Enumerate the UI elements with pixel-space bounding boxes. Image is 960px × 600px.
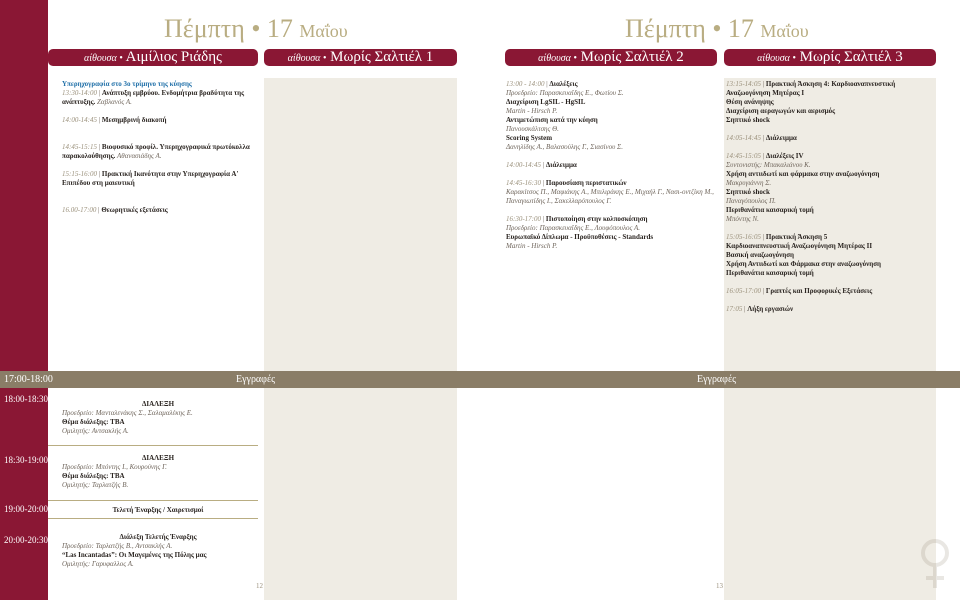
entry-time: 16.00-17:00 bbox=[62, 206, 97, 214]
entry-time: 14:45-15:05 bbox=[726, 152, 761, 160]
session-heading: Υπερηχογραφία στο 3ο τρίμηνο της κύησης bbox=[62, 80, 192, 88]
hall-2-afternoon-bg bbox=[264, 78, 457, 371]
entry-people: Καρακίτσος Π., Μαφιάκης Α., Μπιλιράκης Ε., Μιχαήλ Γ., Νασι-οντζίκη Μ., Παναγιωτίδης Ι., Σακελλαρόπουλος Γ. bbox=[506, 188, 714, 205]
evening-lecture-1 bbox=[62, 400, 254, 436]
entry-subtitle: Διαχείριση LgSIL - HgSIL bbox=[506, 98, 586, 106]
opening-lecture-title: “Las Incantadas”: Οι Μαγεμένες της Πόλης μας bbox=[62, 551, 207, 559]
time-divider: | bbox=[761, 287, 766, 295]
entry-title: Πρακτική Ικανότητα στην Υπερηχογραφία Α' Επιπέδου στη μαιευτική bbox=[62, 170, 239, 187]
entry-title: Πρακτική Άσκηση 4: Καρδιοαναπνευστική bbox=[765, 80, 896, 88]
day-separator: • bbox=[251, 14, 261, 43]
schedule-entry bbox=[726, 152, 934, 161]
schedule-entry bbox=[506, 215, 714, 224]
entry-title: Βιοφυσικό προφίλ. Υπερηχογραφικά πρωτόκολλα παρακολούθησης. bbox=[62, 143, 250, 160]
entry-subtitle: Σηπτικό shock bbox=[726, 188, 770, 196]
time-divider: | bbox=[98, 116, 102, 124]
entry-time: 14:45-15:15 bbox=[62, 143, 97, 151]
entry-people: Αθανασιάδης Α. bbox=[117, 152, 162, 160]
row-divider bbox=[48, 445, 258, 446]
entry-title: Παρουσίαση περιστατικών bbox=[545, 179, 627, 187]
entry-time: 15:15-16:00 bbox=[62, 170, 97, 178]
entry-people: Συντονιστής: Μπακαλιάνου Κ. bbox=[726, 161, 811, 169]
day-separator: • bbox=[712, 14, 722, 43]
entry-subtitle: Χρήση αντιιδωτί και φάρμακα στην αναζωογόνηση bbox=[726, 170, 880, 178]
left-day-title bbox=[164, 14, 348, 46]
time-divider: | bbox=[98, 170, 102, 178]
time-divider: | bbox=[98, 206, 102, 214]
hall-header-1 bbox=[48, 49, 258, 66]
schedule-entry bbox=[726, 305, 934, 314]
entry-title: Διαλέξεις bbox=[549, 80, 578, 88]
entry-time: 13:15-14:05 bbox=[726, 80, 761, 88]
day-word: Πέμπτη bbox=[625, 14, 706, 43]
lecture-topic: Θέμα διάλεξης: TBA bbox=[62, 472, 125, 480]
entry-people: Ζαβλανός Α. bbox=[97, 98, 132, 106]
registration-label-left: Εγγραφές bbox=[236, 374, 276, 385]
time-divider: | bbox=[742, 305, 748, 313]
day-word: Πέμπτη bbox=[164, 14, 245, 43]
hall-4-schedule bbox=[726, 80, 934, 314]
hall-2-evening-bg bbox=[264, 388, 457, 600]
entry-title: Θεωρητικές εξετάσεις bbox=[101, 206, 168, 214]
entry-title: Διάλειμμα bbox=[545, 161, 577, 169]
time-slot-label: 18:00-18:30 bbox=[4, 394, 48, 404]
time-divider: | bbox=[761, 233, 766, 241]
schedule-entry bbox=[62, 206, 254, 215]
entry-time: 14:00-14:45 bbox=[62, 116, 97, 124]
entry-people: Μπόντης Ν. bbox=[726, 215, 759, 223]
page-number-left: 12 bbox=[256, 582, 263, 590]
entry-subtitle: Χρήση Αντιιδωτί και Φάρμακα στην αναζωογόνηση bbox=[726, 260, 881, 268]
evening-lecture-2 bbox=[62, 454, 254, 490]
lecture-chairs: Προεδρείο: Μπόντης Ι., Κουρούνης Γ. bbox=[62, 463, 167, 471]
time-divider: | bbox=[98, 143, 102, 151]
entry-people: Μακρυγιάννη Σ. bbox=[726, 179, 772, 187]
schedule-entry bbox=[726, 134, 934, 143]
time-divider: | bbox=[541, 179, 546, 187]
entry-time: 16:05-17:00 bbox=[726, 287, 761, 295]
registration-time: 17:00-18:00 bbox=[4, 374, 53, 385]
entry-people: Προεδρείο: Παρασκευαΐδης Ε., Φωτίου Σ. bbox=[506, 89, 624, 97]
schedule-entry bbox=[62, 170, 254, 188]
entry-subtitle: Σηπτικό shock bbox=[726, 116, 770, 124]
page-number-right: 13 bbox=[716, 582, 723, 590]
row-divider bbox=[48, 518, 258, 519]
opening-ceremony bbox=[62, 506, 254, 515]
entry-title: Διάλειμμα bbox=[765, 134, 797, 142]
entry-people: Παναγόπουλος Π. bbox=[726, 197, 776, 205]
hall-prefix: αίθουσα • bbox=[287, 53, 327, 64]
registration-label-right: Εγγραφές bbox=[697, 374, 737, 385]
hall-header-4 bbox=[724, 49, 936, 66]
hall-4-evening-bg bbox=[724, 388, 936, 600]
entry-subtitle: Διαχείριση αεραγωγών και αερισμός bbox=[726, 107, 836, 115]
hall-name: Μωρίς Σαλτιέλ 1 bbox=[330, 49, 434, 65]
hall-prefix: αίθουσα • bbox=[757, 53, 796, 64]
entry-people: Martin - Hirsch P. bbox=[506, 242, 558, 250]
entry-people: Προεδρείο: Παρασκευαΐδης Ε., Λουφόπουλος Α. bbox=[506, 224, 641, 232]
day-month: Μαΐου bbox=[760, 21, 809, 41]
lecture-speaker: Ομιλητής: Ταρλατζής Β. bbox=[62, 481, 129, 489]
entry-subtitle: Αντιμετώπιση κατά την κύηση bbox=[506, 116, 598, 124]
entry-time: 15:05-16:05 bbox=[726, 233, 761, 241]
hall-name: Μωρίς Σαλτιέλ 2 bbox=[580, 49, 684, 65]
time-divider: | bbox=[541, 215, 546, 223]
time-divider: | bbox=[541, 161, 546, 169]
entry-people: Πανουσκάλτσης Θ. bbox=[506, 125, 559, 133]
entry-subtitle: Θέση ανάνηψης bbox=[726, 98, 774, 106]
entry-subtitle: Scoring System bbox=[506, 134, 553, 142]
entry-title: Πρακτική Άσκηση 5 bbox=[765, 233, 828, 241]
entry-people: Martin - Hirsch P. bbox=[506, 107, 558, 115]
entry-time: 14:45-16:30 bbox=[506, 179, 541, 187]
entry-title: Μεσημβρινή διακοπή bbox=[101, 116, 167, 124]
hall-prefix: αίθουσα • bbox=[83, 53, 123, 64]
hall-name: Μωρίς Σαλτιέλ 3 bbox=[799, 49, 903, 65]
venus-symbol-icon bbox=[918, 538, 952, 590]
time-divider: | bbox=[544, 80, 550, 88]
lecture-chairs: Προεδρείο: Μανταλενάκης Σ., Σαλαμαλέκης Ε. bbox=[62, 409, 193, 417]
entry-title: Πιστοποίηση στην κολποσκόπηση bbox=[545, 215, 648, 223]
schedule-entry bbox=[506, 161, 714, 170]
entry-subtitle: Καρδιοαναπνευστική Αναζωογόνηση Μητέρας ΙΙ bbox=[726, 242, 873, 250]
day-number: 17 bbox=[266, 14, 293, 43]
entry-people: Δανηλίδης Α., Βαλασούλης Γ., Σιασίνου Σ. bbox=[506, 143, 623, 151]
schedule-entry bbox=[62, 116, 254, 125]
schedule-entry bbox=[62, 89, 254, 107]
time-divider: | bbox=[761, 134, 766, 142]
opening-title: Τελετή Έναρξης / Χαιρετισμοί bbox=[112, 506, 204, 514]
schedule-entry bbox=[506, 179, 714, 188]
hall-prefix: αίθουσα • bbox=[538, 53, 577, 64]
entry-subtitle: Περιθανάτια καισαρική τομή bbox=[726, 269, 814, 277]
opening-lecture-chairs: Προεδρείο: Ταρλατζής Β., Αντσακλής Α. bbox=[62, 542, 173, 550]
entry-subtitle: Αναζωογόνηση Μητέρας Ι bbox=[726, 89, 805, 97]
lecture-heading: ΔΙΑΛΕΞΗ bbox=[141, 400, 175, 408]
entry-title: Λήξη εργασιών bbox=[747, 305, 794, 313]
time-slot-label: 19:00-20:00 bbox=[4, 504, 48, 514]
day-number: 17 bbox=[727, 14, 754, 43]
opening-lecture-heading: Διάλεξη Τελετής Έναρξης bbox=[119, 533, 197, 541]
schedule-entry bbox=[506, 80, 714, 89]
time-divider: | bbox=[98, 89, 102, 97]
time-slot-label: 18:30-19:00 bbox=[4, 455, 48, 465]
hall-name: Αιμίλιος Ριάδης bbox=[125, 49, 222, 65]
entry-title: Ανάπτυξη εμβρύου. Ενδομήτρια βραδύτητα της ανάπτυξης. bbox=[62, 89, 245, 106]
entry-time: 13:30-14:00 bbox=[62, 89, 97, 97]
entry-time: 16:30-17:00 bbox=[506, 215, 541, 223]
entry-time: 17:05 bbox=[726, 305, 743, 313]
day-month: Μαΐου bbox=[299, 21, 348, 41]
hall-header-3 bbox=[505, 49, 717, 66]
entry-time: 14:00-14:45 bbox=[506, 161, 541, 169]
schedule-entry bbox=[726, 287, 934, 296]
entry-subtitle: Βασική αναζωογόνηση bbox=[726, 251, 795, 259]
opening-lecture bbox=[62, 533, 254, 569]
entry-subtitle: Περιθανάτια καισαρική τομή bbox=[726, 206, 814, 214]
entry-title: Γραπτές και Προφορικές Εξετάσεις bbox=[765, 287, 873, 295]
hall-header-2 bbox=[264, 49, 457, 66]
schedule-entry bbox=[62, 143, 254, 161]
hall-1-schedule bbox=[62, 80, 254, 215]
entry-subtitle: Ευρωπαϊκό Δίπλωμα - Προϋποθέσεις - Standards bbox=[506, 233, 654, 241]
entry-time: 13:00 - 14:00 bbox=[506, 80, 545, 88]
right-day-title bbox=[625, 14, 809, 46]
schedule-entry bbox=[726, 233, 934, 242]
lecture-speaker: Ομιλητής: Αντσακλής Α. bbox=[62, 427, 129, 435]
lecture-topic: Θέμα διάλεξης: TBA bbox=[62, 418, 125, 426]
time-divider: | bbox=[761, 80, 766, 88]
lecture-heading: ΔΙΑΛΕΞΗ bbox=[141, 454, 175, 462]
time-slot-label: 20:00-20:30 bbox=[4, 535, 48, 545]
registration-band bbox=[0, 371, 960, 388]
row-divider bbox=[48, 500, 258, 501]
time-divider: | bbox=[761, 152, 766, 160]
schedule-entry bbox=[726, 80, 934, 89]
entry-time: 14:05-14:45 bbox=[726, 134, 761, 142]
entry-title: Διαλέξεις IV bbox=[765, 152, 804, 160]
opening-lecture-speaker: Ομιλητής: Γαρυφαλλος Α. bbox=[62, 560, 134, 568]
hall-3-schedule bbox=[506, 80, 714, 251]
